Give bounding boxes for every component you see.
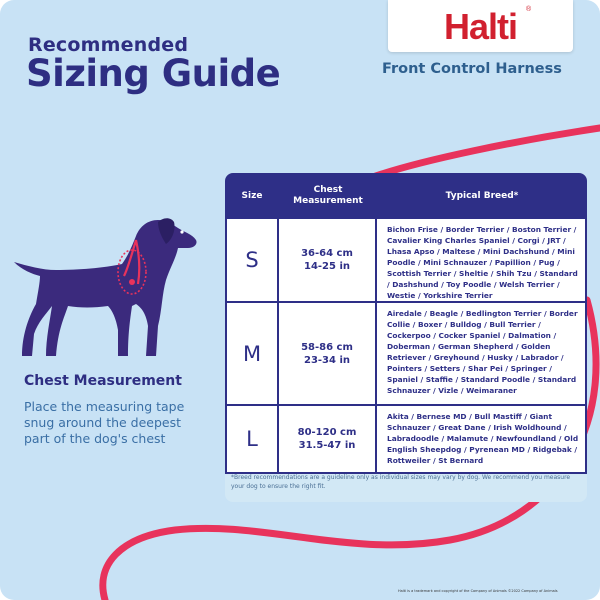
- chest-in: 14-25 in: [303, 261, 350, 272]
- chest-cell: [279, 303, 377, 404]
- heading-subtitle: Recommended: [28, 34, 189, 56]
- dog-silhouette-icon: [8, 210, 208, 370]
- sizing-table: [225, 173, 587, 474]
- table-row: [225, 303, 587, 406]
- product-name: Front Control Harness: [382, 61, 562, 77]
- chest-measurement-instructions: Place the measuring tape snug around the deepest part of the dog's chest: [24, 399, 185, 446]
- header-breed: Typical Breed*: [445, 190, 519, 201]
- header-chest-line2: Measurement: [293, 196, 363, 206]
- size-cell: M: [227, 303, 279, 404]
- chest-cell: [279, 219, 377, 301]
- chest-in: 23-34 in: [303, 354, 350, 366]
- header-chest-line1: Chest: [313, 185, 343, 195]
- chest-cm: 58-86 cm: [301, 341, 353, 353]
- logo-text: Halti: [443, 6, 517, 47]
- table-row: [225, 406, 587, 474]
- table-row: [225, 219, 587, 303]
- header-size: Size: [241, 190, 263, 201]
- chest-cm: 80-120 cm: [297, 427, 357, 438]
- table-header: [225, 173, 587, 219]
- chest-in: 31.5-47 in: [298, 440, 356, 451]
- breed-cell: Bichon Frise / Border Terrier / Boston Terrier / Cavalier King Charles Spaniel / Corgi / JRT / Lhasa Apso / Maltese / Mini Dachshund / Mini Poodle / Mini Schnauzer / Papillion / Pug / Scottish Terrier / Sheltie / Shih Tzu / Standard / Dashshund / Toy Poodle / Welsh Terrier / Westie / Yorkshire Terrier: [387, 225, 578, 300]
- registered-mark: ®: [526, 6, 532, 13]
- chest-cm: 36-64 cm: [301, 248, 353, 259]
- header-chest: [279, 173, 377, 219]
- page-title: Sizing Guide: [26, 52, 281, 95]
- breed-footnote: *Breed recommendations are a guideline only as individual sizes may vary by dog. We recommend you measure your dog to ensure the right fit.: [231, 474, 571, 490]
- breed-cell: Airedale / Beagle / Bedlington Terrier / Border Collie / Boxer / Bulldog / Bull Terrier / Cockerpoo / Cocker Spaniel / Dalmation / Doberman / German Shepherd / Golden Retriever / Greyhound / Husky / Labrador / Pointers / Setters / Shar Pei / Springer / Spaniel / Staffie / Standard Poodle / Standard Schnauzer / Vizle / Weimaraner: [387, 309, 578, 395]
- size-cell: L: [227, 406, 279, 472]
- chest-measurement-title: Chest Measurement: [24, 373, 182, 389]
- trademark-notice: Halti is a trademark and copyright of the Company of Animals ©2022 Company of Animals: [398, 589, 558, 593]
- size-cell: S: [227, 219, 279, 301]
- brand-logo: [388, 0, 573, 52]
- chest-cell: [279, 406, 377, 472]
- breed-cell: Akita / Bernese MD / Bull Mastiff / Giant Schnauzer / Great Dane / Irish Woldhound / Labradoodle / Malamute / Newfoundland / Old English Sheepdog / Pyrenean MD / Ridgebak / Rottweiler / St Bernard: [387, 412, 579, 465]
